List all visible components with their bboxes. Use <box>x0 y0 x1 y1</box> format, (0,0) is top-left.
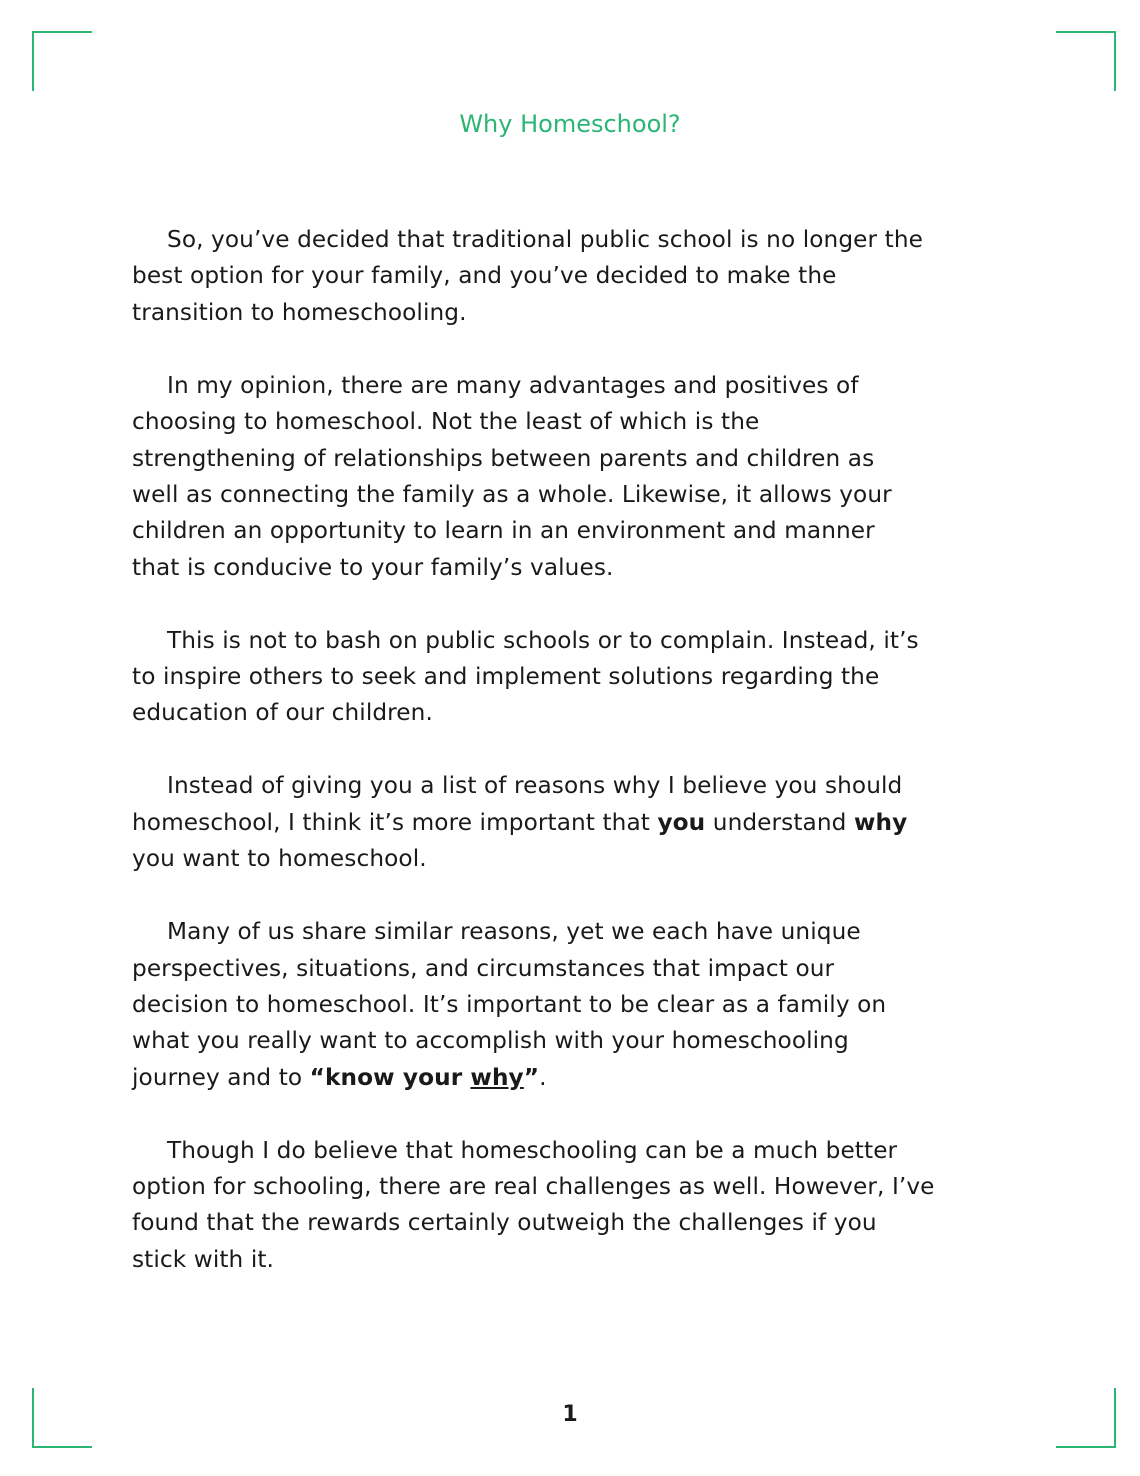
paragraph-line: children an opportunity to learn in an environment and manner <box>132 517 875 545</box>
underlined-why: why <box>470 1063 524 1091</box>
paragraph-line: found that the rewards certainly outweigh the challenges if you <box>132 1209 877 1237</box>
paragraph-line: choosing to homeschool. Not the least of which is the <box>132 408 760 436</box>
page-title: Why Homeschool? <box>459 110 681 138</box>
paragraph-line: well as connecting the family as a whole. Likewise, it allows your <box>132 480 892 508</box>
paragraph-line: what you really want to accomplish with your homeschooling <box>132 1027 849 1055</box>
paragraph-line: stick with it. <box>132 1245 275 1273</box>
paragraph-line: Though I do believe that homeschooling can be a much better <box>167 1136 898 1164</box>
corner-mark-top-left <box>32 31 92 91</box>
page-number: 1 <box>562 1402 578 1427</box>
paragraph-line: understand <box>705 808 854 836</box>
paragraph-1 <box>132 222 1022 331</box>
emphasis-you: you <box>657 808 706 836</box>
paragraph-line: strengthening of relationships between parents and children as <box>132 444 875 472</box>
corner-mark-top-right <box>1056 31 1116 91</box>
paragraph-line: transition to homeschooling. <box>132 298 467 326</box>
paragraph-line: Instead of giving you a list of reasons why I believe you should <box>167 772 903 800</box>
paragraph-line: option for schooling, there are real challenges as well. However, I’ve <box>132 1173 935 1201</box>
paragraph-line: education of our children. <box>132 699 433 727</box>
paragraph-line: Many of us share similar reasons, yet we each have unique <box>167 918 861 946</box>
paragraph-line: So, you’ve decided that traditional public school is no longer the <box>167 226 923 253</box>
paragraph-line: journey and to <box>132 1063 310 1091</box>
paragraph-line: decision to homeschool. It’s important to be clear as a family on <box>132 990 887 1018</box>
paragraph-line: to inspire others to seek and implement solutions regarding the <box>132 663 880 691</box>
emphasis-know-your-why: “know your why” <box>309 1063 540 1091</box>
paragraph-line: homeschool, I think it’s more important that <box>132 808 658 836</box>
emphasis-why: why <box>853 808 908 836</box>
paragraph-2 <box>132 368 1022 586</box>
paragraph-line: best option for your family, and you’ve decided to make the <box>132 262 837 290</box>
paragraph-line: In my opinion, there are many advantages and positives of <box>167 371 859 399</box>
paragraph-line: that is conducive to your family’s values. <box>132 553 614 581</box>
body-text <box>132 222 1022 1315</box>
paragraph-line: This is not to bash on public schools or to complain. Instead, it’s <box>167 626 919 654</box>
paragraph-6 <box>132 1133 1022 1279</box>
paragraph-5: Many of us share similar reasons, yet we each have unique perspectives, situations, and circumstances that impact our decision to homeschool. It’s important to be clear as a family on what you really want to accomplish with your homeschooling journey and to “know your why”. <box>132 914 1022 1096</box>
paragraph-4 <box>132 768 1022 877</box>
paragraph-line: you want to homeschool. <box>132 845 427 873</box>
paragraph-3 <box>132 623 1022 732</box>
paragraph-line: perspectives, situations, and circumstances that impact our <box>132 954 835 982</box>
